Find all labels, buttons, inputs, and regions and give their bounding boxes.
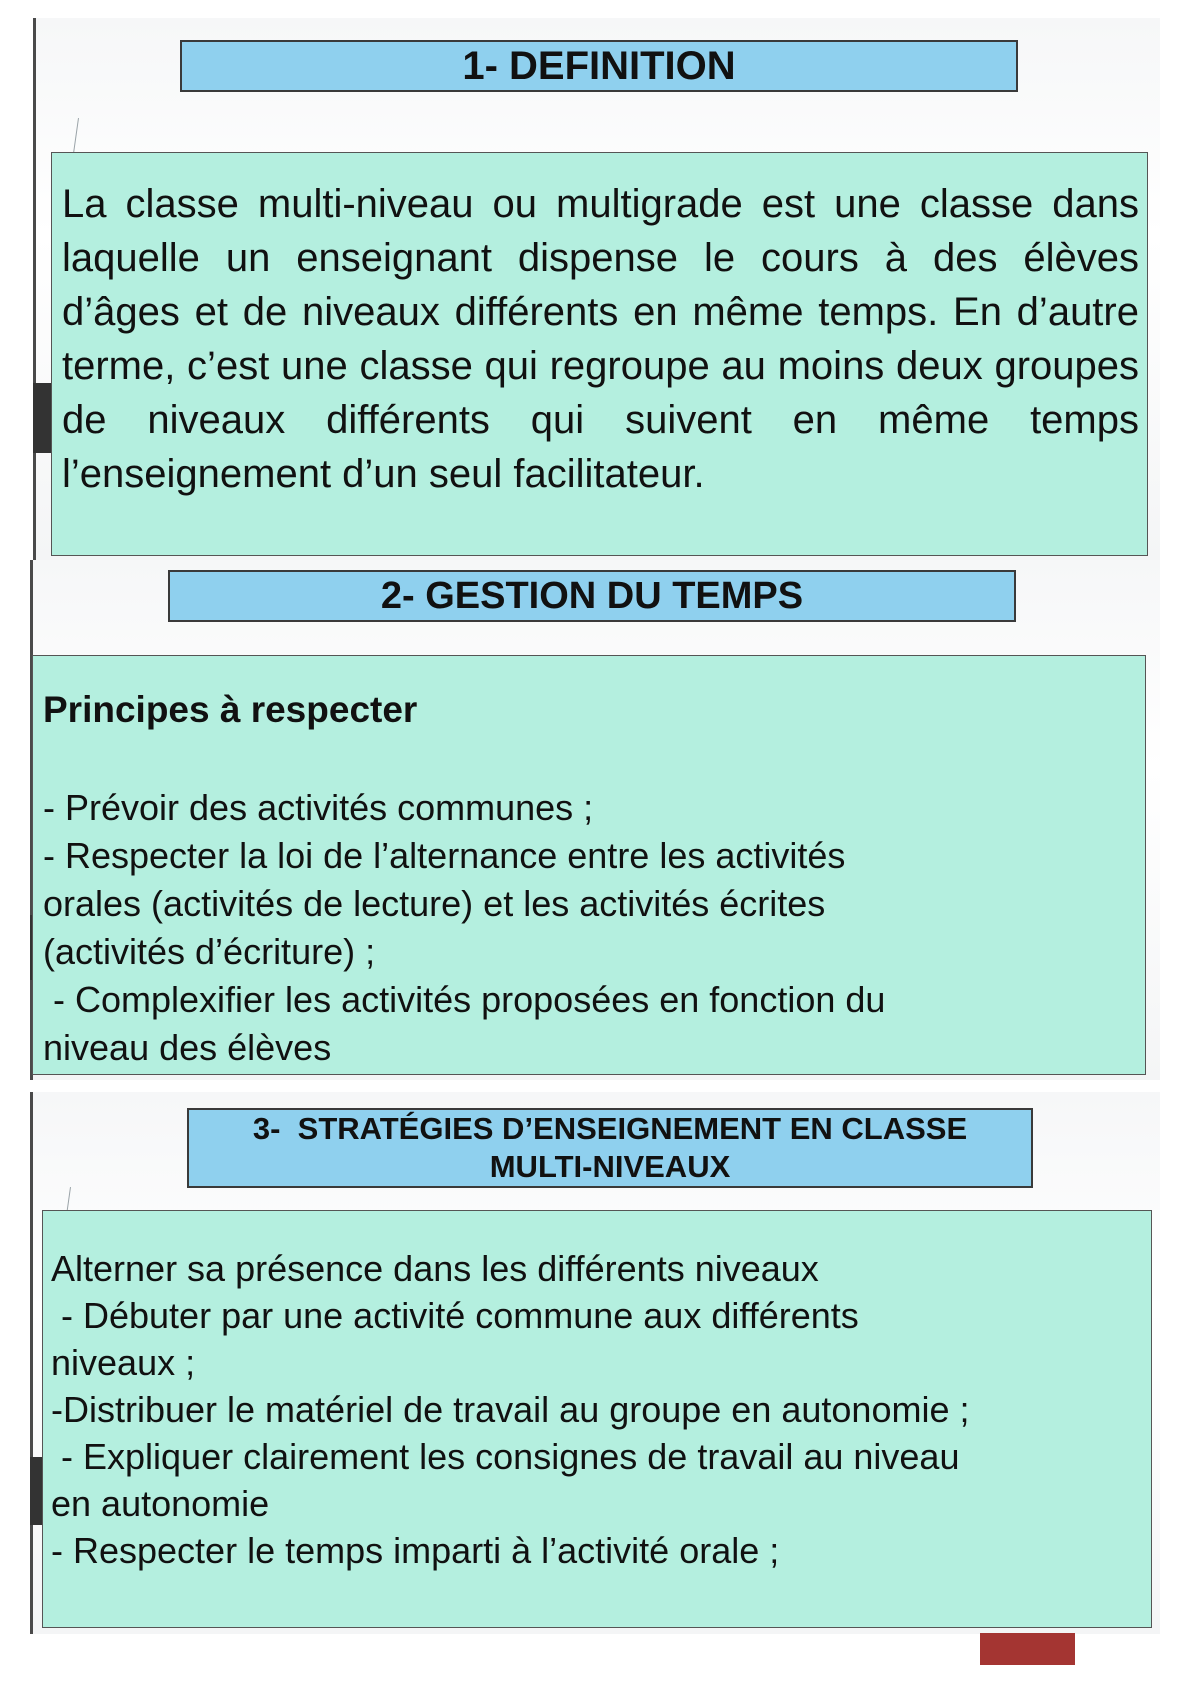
list-item: en autonomie <box>51 1483 270 1524</box>
section-title-definition <box>180 40 1018 92</box>
slide-strategies <box>30 1092 1160 1634</box>
list-item: niveaux ; <box>51 1342 196 1383</box>
slide-edge <box>30 1092 33 1634</box>
slide-gestion-temps <box>30 560 1160 1080</box>
section-title-text: 1- DEFINITION <box>462 43 736 88</box>
principles-box <box>32 655 1146 1075</box>
principles-subtitle: Principes à respecter <box>43 689 418 730</box>
list-item: -Distribuer le matériel de travail au groupe en autonomie ; <box>51 1389 970 1430</box>
section-title-line-1: 3- STRATÉGIES D’ENSEIGNEMENT EN CLASSE <box>252 1111 968 1146</box>
section-title-strategies <box>187 1108 1033 1188</box>
list-item: - Prévoir des activités communes ; <box>43 787 594 828</box>
list-item: (activités d’écriture) ; <box>43 931 376 972</box>
list-item: orales (activités de lecture) et les activités écrites <box>43 883 826 924</box>
slide-marker <box>33 383 51 453</box>
section-title-gestion <box>168 570 1016 622</box>
section-title-line-2: MULTI-NIVEAUX <box>489 1149 731 1184</box>
strategies-list <box>51 1245 969 1574</box>
definition-box <box>51 152 1148 556</box>
strategies-box <box>42 1210 1152 1628</box>
list-item: - Expliquer clairement les consignes de travail au niveau <box>51 1436 960 1477</box>
slide-edge <box>33 18 36 560</box>
definition-paragraph: La classe multi-niveau ou multigrade est une classe dans laquelle un enseignant dispense le cours à des élèves d’âges et de niveaux différents en même temps. En d’autre terme, c’est une classe qui regroupe au moins deux groupes de niveaux différents qui suivent en même temps l’enseignement d’un seul facilitateur. <box>62 182 1139 496</box>
slide-definition <box>33 18 1160 560</box>
principles-list <box>43 784 885 1072</box>
list-item: Alterner sa présence dans les différents niveaux <box>51 1248 819 1289</box>
list-item: - Respecter la loi de l’alternance entre les activités <box>43 835 846 876</box>
section-title-text: 2- GESTION DU TEMPS <box>380 574 804 617</box>
list-item: niveau des élèves <box>43 1027 332 1068</box>
footer-accent-bar <box>980 1633 1075 1665</box>
list-item: - Débuter par une activité commune aux différents <box>51 1295 859 1336</box>
list-item: - Complexifier les activités proposées en fonction du <box>43 979 886 1020</box>
list-item: - Respecter le temps imparti à l’activité orale ; <box>51 1530 780 1571</box>
